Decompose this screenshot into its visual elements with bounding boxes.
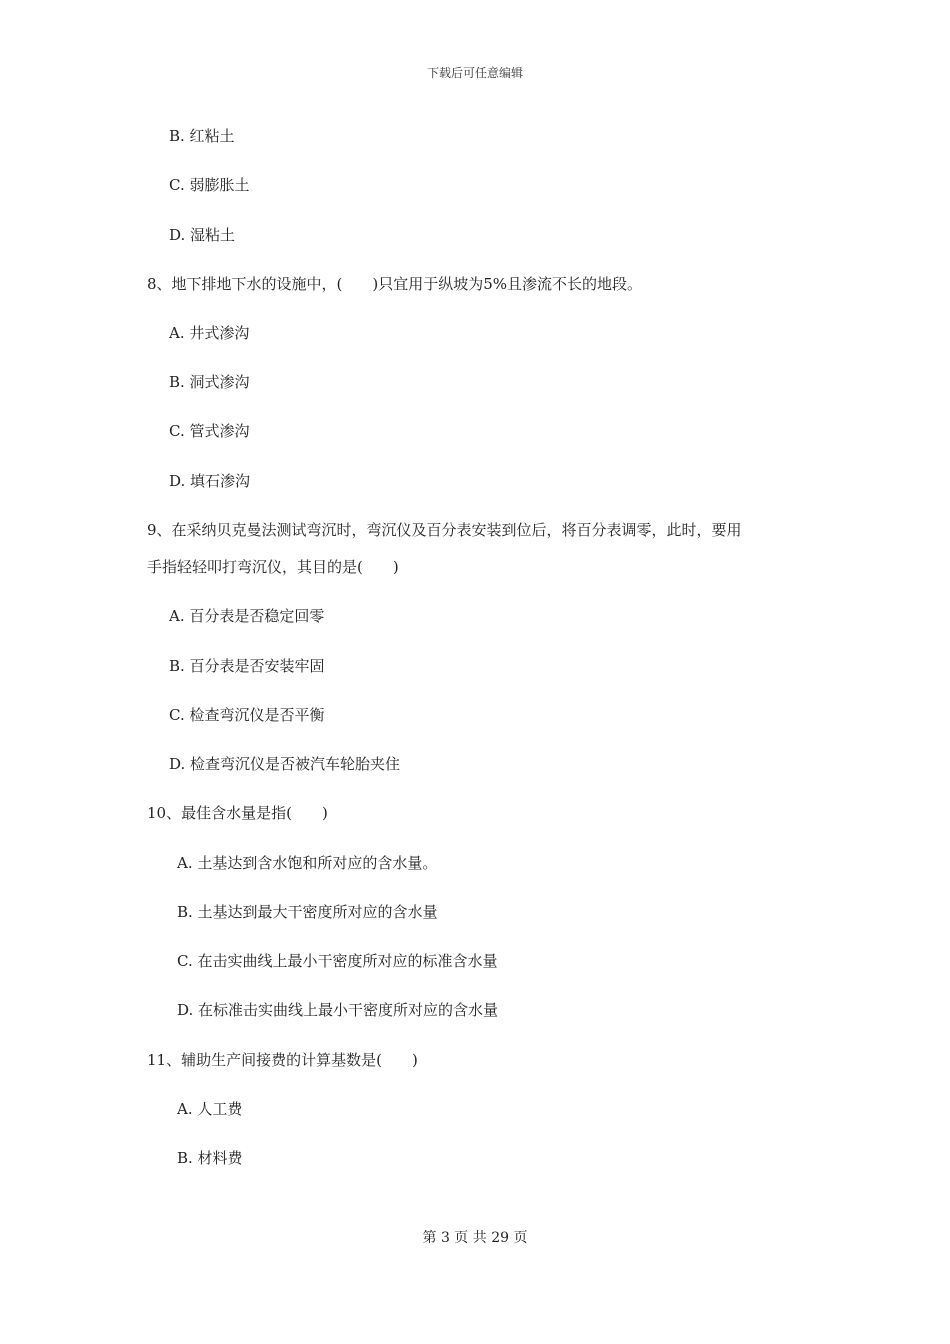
q10-option-b: B. 土基达到最大干密度所对应的含水量 [177, 903, 438, 921]
page-footer: 第 3 页 共 29 页 [422, 1230, 528, 1246]
q9-option-b: B. 百分表是否安装牢固 [169, 657, 325, 675]
q11-stem: 11、辅助生产间接费的计算基数是( ) [147, 1051, 418, 1069]
q11-option-b: B. 材料费 [177, 1149, 243, 1167]
q7-option-b: B. 红粘土 [169, 127, 235, 145]
q10-option-c: C. 在击实曲线上最小干密度所对应的标准含水量 [177, 952, 498, 970]
page-header: 下载后可任意编辑 [426, 66, 523, 80]
q9-option-a: A. 百分表是否稳定回零 [169, 607, 325, 625]
q8-option-a: A. 井式渗沟 [169, 324, 250, 342]
q9-option-c: C. 检查弯沉仪是否平衡 [169, 706, 325, 724]
q10-option-a: A. 土基达到含水饱和所对应的含水量。 [177, 854, 438, 872]
q10-stem: 10、最佳含水量是指( ) [147, 804, 328, 822]
q8-option-d: D. 填石渗沟 [169, 472, 251, 490]
q9-stem-line1: 9、在采纳贝克曼法测试弯沉时，弯沉仪及百分表安装到位后，将百分表调零，此时，要用 [147, 521, 742, 539]
q10-option-d: D. 在标准击实曲线上最小干密度所对应的含水量 [177, 1001, 499, 1019]
q7-option-c: C. 弱膨胀土 [169, 176, 250, 194]
q11-option-a: A. 人工费 [177, 1100, 243, 1118]
q9-option-d: D. 检查弯沉仪是否被汽车轮胎夹住 [169, 755, 401, 773]
q9-stem-line2: 手指轻轻叩打弯沉仪，其目的是( ) [147, 558, 399, 576]
q8-option-c: C. 管式渗沟 [169, 422, 250, 440]
q8-option-b: B. 洞式渗沟 [169, 373, 250, 391]
q8-stem: 8、地下排地下水的设施中，( )只宜用于纵坡为5%且渗流不长的地段。 [147, 275, 643, 293]
q7-option-d: D. 湿粘土 [169, 226, 236, 244]
